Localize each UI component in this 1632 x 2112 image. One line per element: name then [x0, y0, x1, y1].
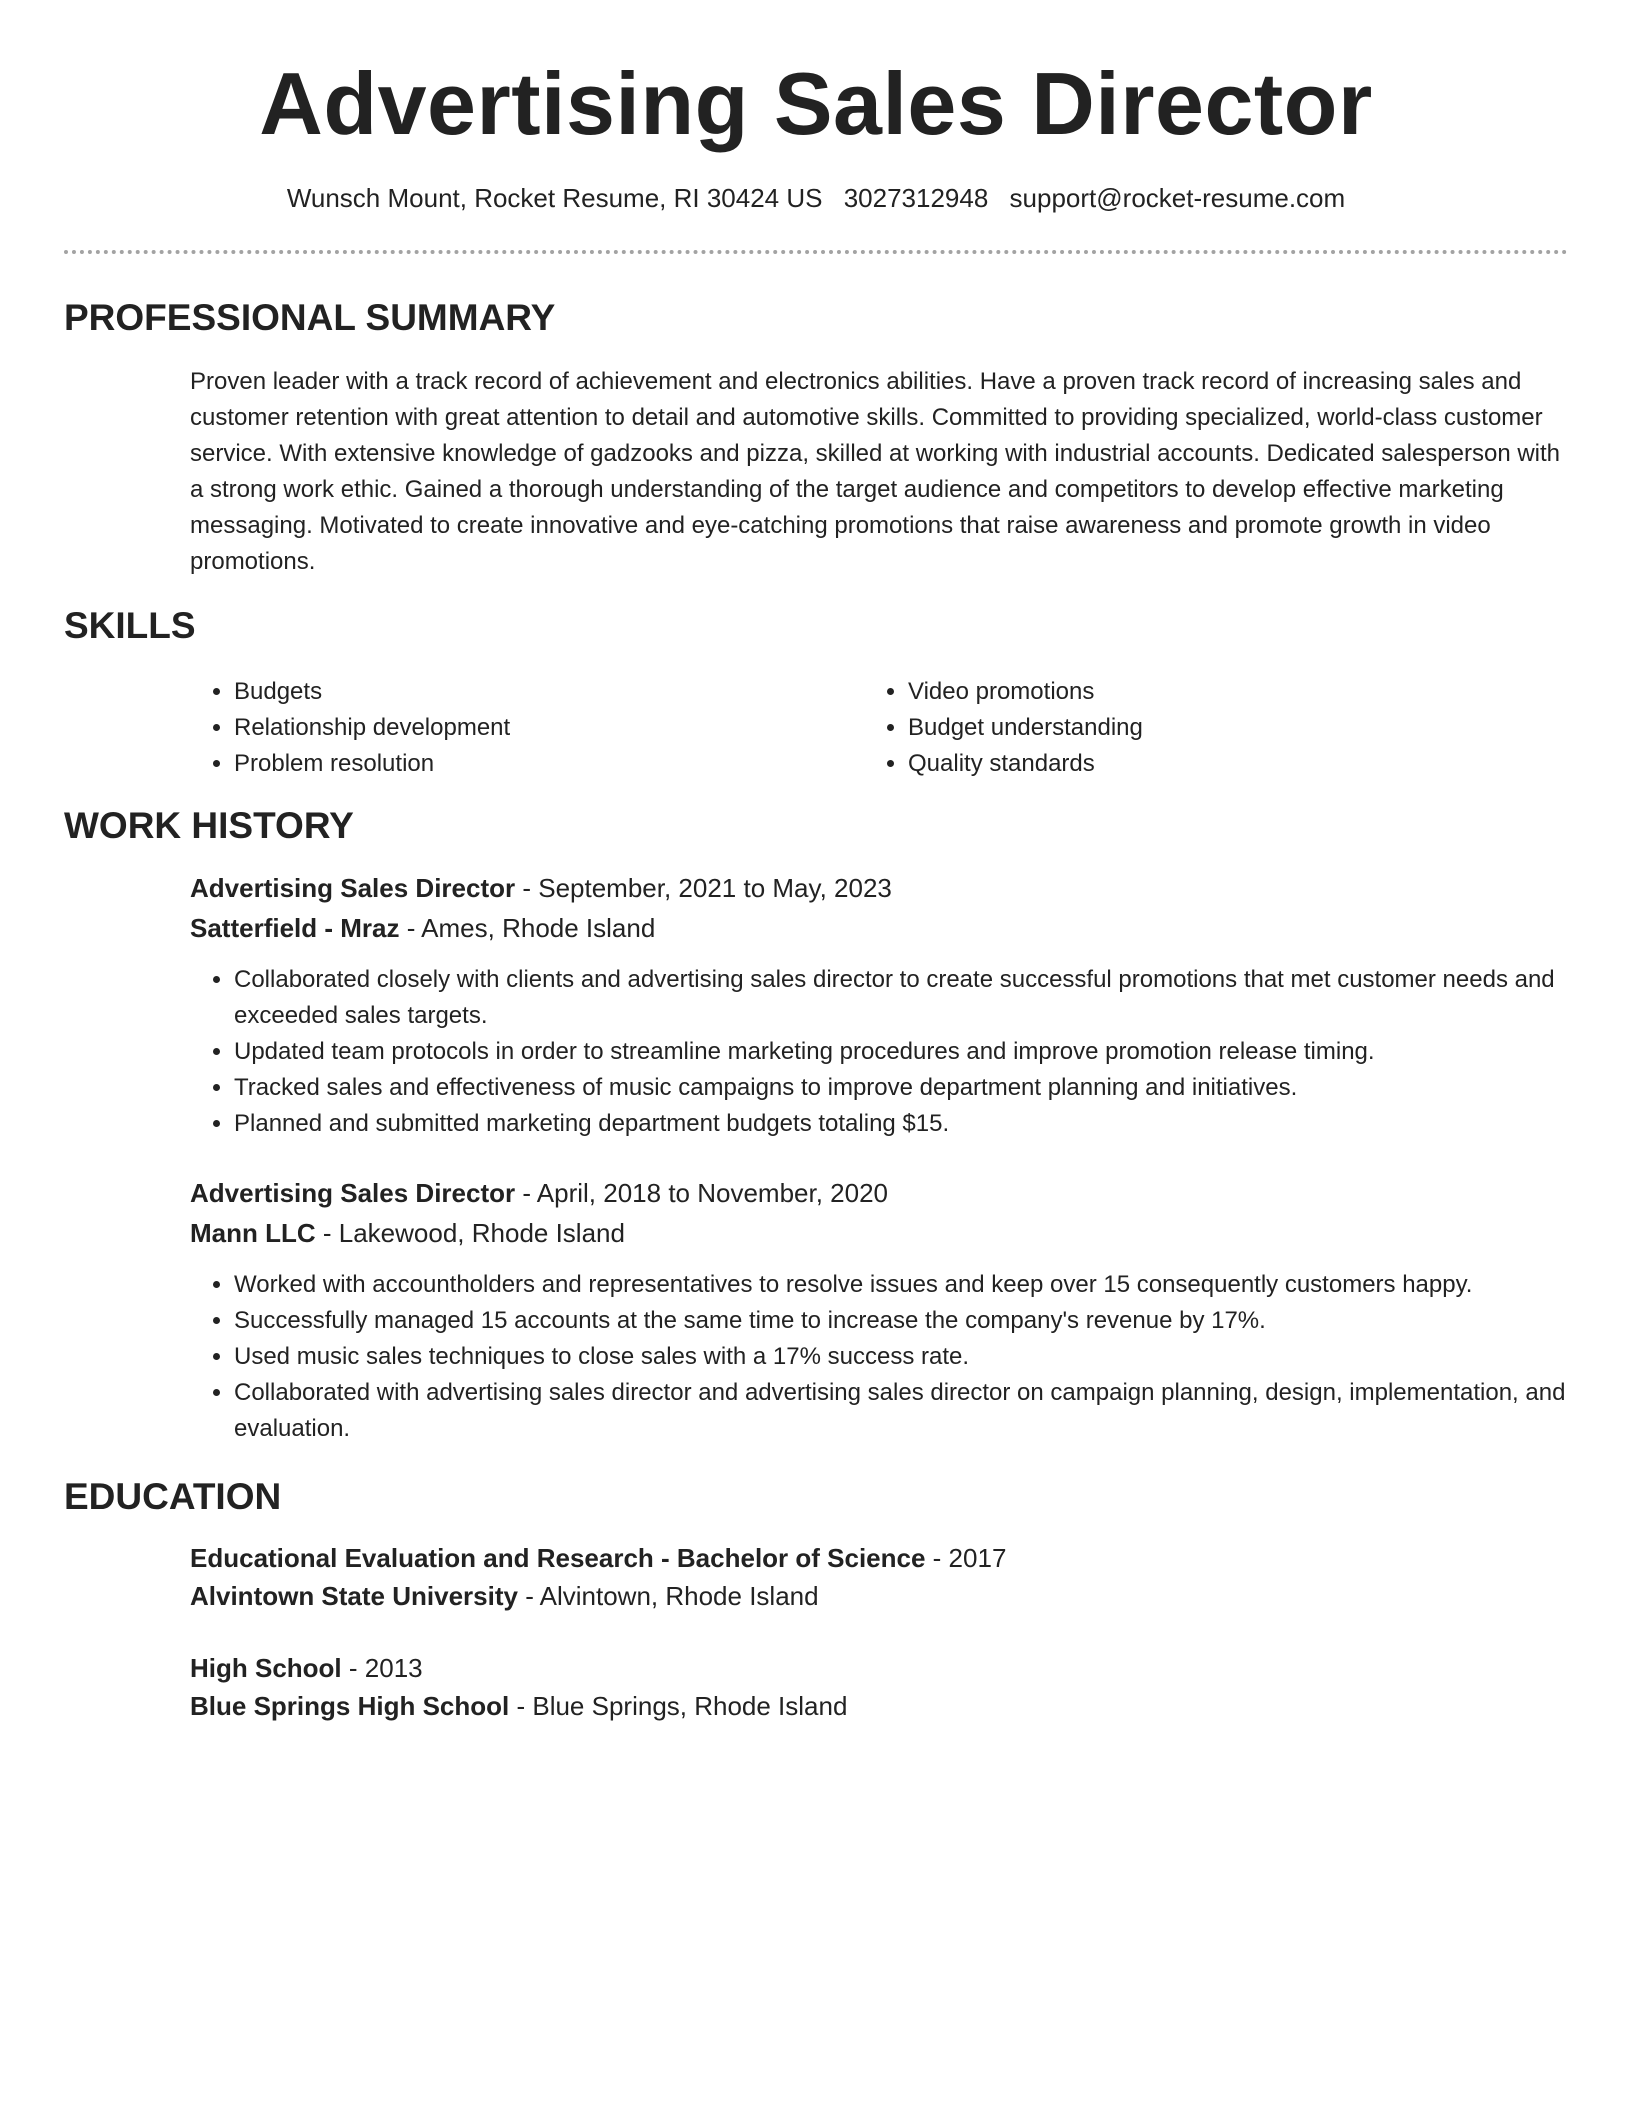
job-company-line	[190, 1215, 625, 1251]
job-title-line	[190, 1175, 888, 1211]
contact-line	[0, 180, 1632, 216]
contact-phone: 3027312948	[843, 183, 989, 213]
section-title-skills: SKILLS	[64, 605, 196, 646]
edu-year: - 2017	[925, 1543, 1007, 1573]
section-title-work: WORK HISTORY	[64, 805, 354, 846]
edu-school: Alvintown State University	[190, 1581, 518, 1611]
skill-item: • Budget understanding	[908, 710, 1143, 746]
job-bullet: • Collaborated closely with clients and advertising sales director to create successful promotions that met customer needs and exceeded sales targets.	[234, 962, 1594, 1034]
skills-list-left	[190, 674, 510, 782]
edu-year: - 2013	[341, 1653, 423, 1683]
job-dates: - April, 2018 to November, 2020	[515, 1178, 889, 1208]
job-company-line	[190, 910, 655, 946]
edu-degree-line	[190, 1540, 1006, 1576]
job-bullet: • Updated team protocols in order to streamline marketing procedures and improve promotion release timing.	[234, 1034, 1594, 1070]
summary-text: Proven leader with a track record of achievement and electronics abilities. Have a proven track record of increasing sales and customer retention with great attention to detail and automotive skills. Committed to providing specialized, world-class customer service. With extensive knowledge of gadzooks and pizza, skilled at working with industrial accounts. Dedicated salesperson with a strong work ethic. Gained a thorough understanding of the target audience and competitors to develop effective marketing messaging. Motivated to create innovative and eye-catching promotions that raise awareness and promote growth in video promotions.	[190, 368, 1561, 575]
job-title-line	[190, 870, 892, 906]
job-bullet: • Successfully managed 15 accounts at the same time to increase the company's revenue by 17%.	[234, 1303, 1594, 1339]
skills-list-right	[864, 674, 1143, 782]
job-bullet: • Tracked sales and effectiveness of music campaigns to improve department planning and initiatives.	[234, 1070, 1594, 1106]
skill-item: • Problem resolution	[234, 746, 510, 782]
contact-email: support@rocket-resume.com	[1009, 183, 1346, 213]
job-company: Mann LLC	[190, 1218, 316, 1248]
edu-location: - Alvintown, Rhode Island	[517, 1581, 819, 1611]
job-title: Advertising Sales Director	[190, 1178, 516, 1208]
job-bullets	[190, 1267, 1594, 1447]
edu-degree: Educational Evaluation and Research - Bachelor of Science	[190, 1543, 926, 1573]
edu-degree-line	[190, 1650, 423, 1686]
job-location: - Lakewood, Rhode Island	[315, 1218, 625, 1248]
job-title: Advertising Sales Director	[190, 873, 516, 903]
job-location: - Ames, Rhode Island	[399, 913, 656, 943]
job-bullet: • Worked with accountholders and representatives to resolve issues and keep over 15 consequently customers happy.	[234, 1267, 1594, 1303]
job-bullet: • Planned and submitted marketing department budgets totaling $15.	[234, 1106, 1594, 1142]
skill-item: • Budgets	[234, 674, 510, 710]
section-title-summary: PROFESSIONAL SUMMARY	[64, 297, 556, 338]
edu-school-line	[190, 1688, 847, 1724]
skill-item: • Relationship development	[234, 710, 510, 746]
job-bullets	[190, 962, 1594, 1142]
skill-item: • Quality standards	[908, 746, 1143, 782]
edu-degree: High School	[190, 1653, 342, 1683]
edu-school-line	[190, 1578, 819, 1614]
edu-school: Blue Springs High School	[190, 1691, 510, 1721]
edu-location: - Blue Springs, Rhode Island	[509, 1691, 848, 1721]
job-dates: - September, 2021 to May, 2023	[515, 873, 892, 903]
resume-name: Advertising Sales Director	[259, 54, 1373, 153]
section-title-education: EDUCATION	[64, 1476, 282, 1517]
contact-address: Wunsch Mount, Rocket Resume, RI 30424 US	[286, 183, 823, 213]
job-company: Satterfield - Mraz	[190, 913, 400, 943]
job-bullet: • Collaborated with advertising sales director and advertising sales director on campaign planning, design, implementation, and evaluation.	[234, 1375, 1594, 1447]
header-divider	[64, 250, 1568, 254]
skill-item: • Video promotions	[908, 674, 1143, 710]
job-bullet: • Used music sales techniques to close sales with a 17% success rate.	[234, 1339, 1594, 1375]
